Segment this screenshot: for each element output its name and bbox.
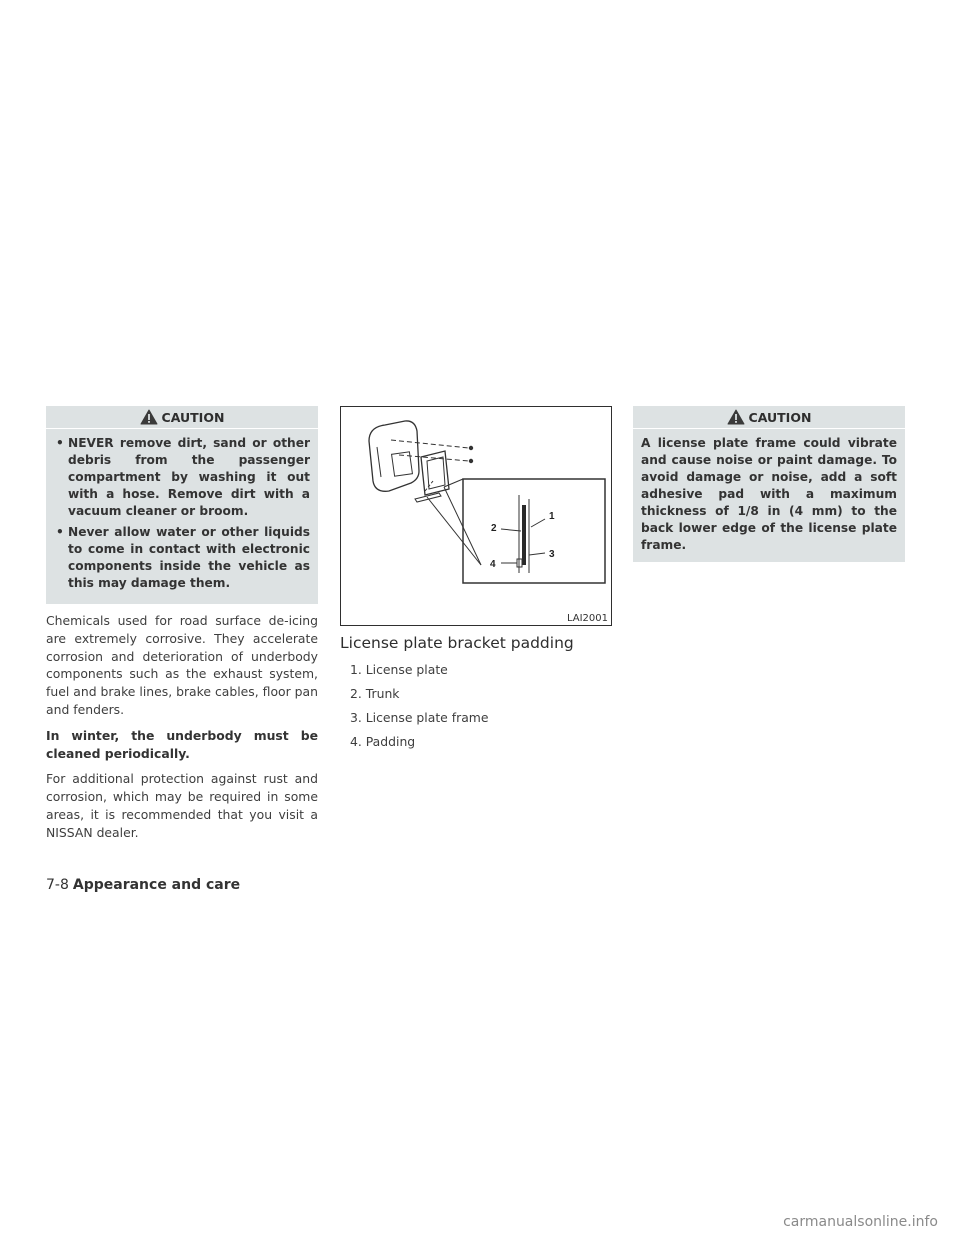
caution-header [46, 406, 318, 429]
middle-column [340, 406, 612, 754]
figure-license-plate-bracket [340, 406, 612, 626]
caution-list [54, 435, 310, 592]
left-column [46, 406, 318, 842]
watermark-link[interactable]: carmanualsonline.info [783, 1214, 938, 1230]
warning-triangle-icon [727, 409, 745, 425]
warning-triangle-icon [140, 409, 158, 425]
legend-item: 4. Padding [350, 734, 416, 749]
callout-1: 1 [549, 511, 555, 522]
caution-heading: CAUTION [161, 409, 225, 425]
caution-header [633, 406, 905, 429]
section-title: Appearance and care [72, 877, 241, 893]
page-footer [46, 877, 240, 893]
legend-item: 2. Trunk [350, 686, 400, 701]
callout-3: 3 [549, 549, 555, 560]
caution-heading: CAUTION [748, 409, 812, 425]
body-paragraph: Chemicals used for road surface de-icing are extremely corrosive. They accelerate corrosion and deterioration of underbody components such as the exhaust system, fuel and brake lines, brake cables, floor pan and fenders. [46, 613, 318, 717]
legend-item: 3. License plate frame [350, 710, 489, 725]
caution-box-left [46, 406, 318, 604]
figure-title: License plate bracket padding [340, 634, 574, 652]
caution-box-right [633, 406, 905, 562]
license-plate-illustration [341, 407, 611, 625]
figure-legend [340, 658, 612, 754]
body-paragraph: For additional protection against rust and corrosion, which may be required in some areas, it is recommended that you visit a NISSAN dealer. [46, 771, 318, 840]
legend-item: 1. License plate [350, 662, 448, 677]
page-number: 7-8 [46, 877, 69, 893]
callout-4: 4 [490, 559, 496, 570]
caution-item: • NEVER remove dirt, sand or other debris from the passenger compartment by washing it out with a hose. Remove dirt with a vacuum cleaner or broom. [54, 435, 310, 520]
caution-item: • Never allow water or other liquids to come in contact with electronic components inside the vehicle as this may damage them. [54, 524, 310, 592]
figure-code: LAI2001 [566, 613, 608, 624]
body-paragraph-bold: In winter, the underbody must be cleaned periodically. [46, 727, 318, 761]
right-column [633, 406, 905, 562]
callout-2: 2 [491, 523, 497, 534]
caution-text: A license plate frame could vibrate and cause noise or paint damage. To avoid damage or noise, add a soft adhesive pad with a maximum thickness of 1/8 in (4 mm) to the back lower edge of the license plate frame. [641, 436, 897, 552]
